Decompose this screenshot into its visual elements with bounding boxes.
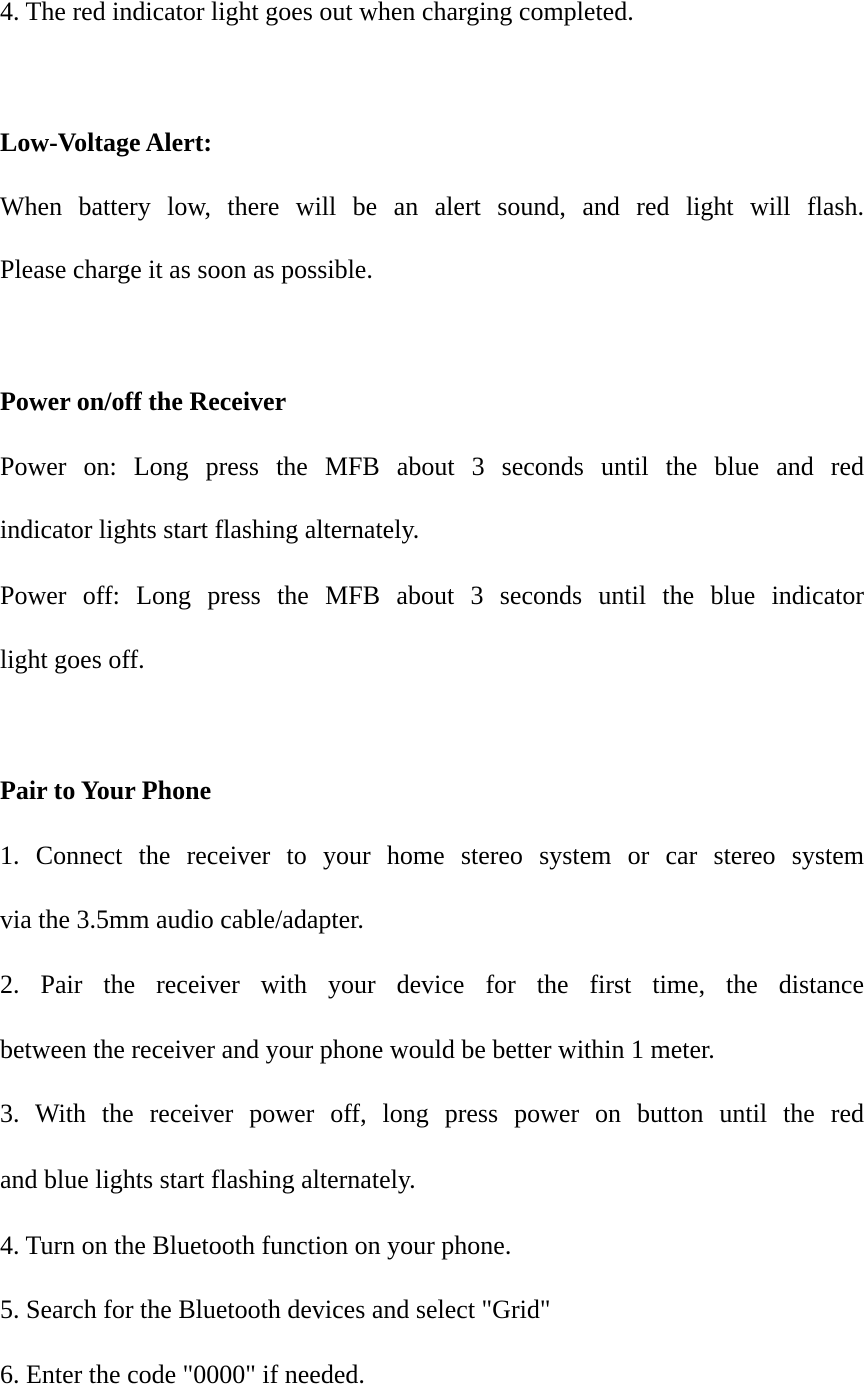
pair-heading: Pair to Your Phone — [0, 776, 212, 805]
pair-step: between the receiver and your phone would be better within 1 meter. — [0, 1035, 715, 1064]
low-voltage-text: Please charge it as soon as possible. — [0, 255, 373, 284]
power-heading: Power on/off the Receiver — [0, 387, 287, 416]
pair-step: 4. Turn on the Bluetooth function on your phone. — [0, 1231, 512, 1260]
low-voltage-text: When battery low, there will be an alert sound, and red light will flash. — [0, 192, 864, 221]
pair-step: 2. Pair the receiver with your device for the first time, the distance — [0, 970, 864, 999]
pair-step: 1. Connect the receiver to your home stereo system or car stereo system — [0, 841, 864, 870]
low-voltage-heading: Low-Voltage Alert: — [0, 128, 213, 157]
pair-step: via the 3.5mm audio cable/adapter. — [0, 905, 364, 934]
pair-step: and blue lights start flashing alternately. — [0, 1165, 416, 1194]
pair-step: 5. Search for the Bluetooth devices and select "Grid" — [0, 1295, 551, 1324]
power-text: Power off: Long press the MFB about 3 seconds until the blue indicator — [0, 581, 864, 610]
power-text: indicator lights start flashing alternately. — [0, 515, 420, 544]
pair-step: 6. Enter the code "0000" if needed. — [0, 1360, 365, 1389]
charging-step-4: 4. The red indicator light goes out when charging completed. — [0, 0, 634, 26]
pair-step: 3. With the receiver power off, long press power on button until the red — [0, 1099, 864, 1128]
power-text: light goes off. — [0, 645, 145, 674]
power-text: Power on: Long press the MFB about 3 seconds until the blue and red — [0, 452, 864, 481]
